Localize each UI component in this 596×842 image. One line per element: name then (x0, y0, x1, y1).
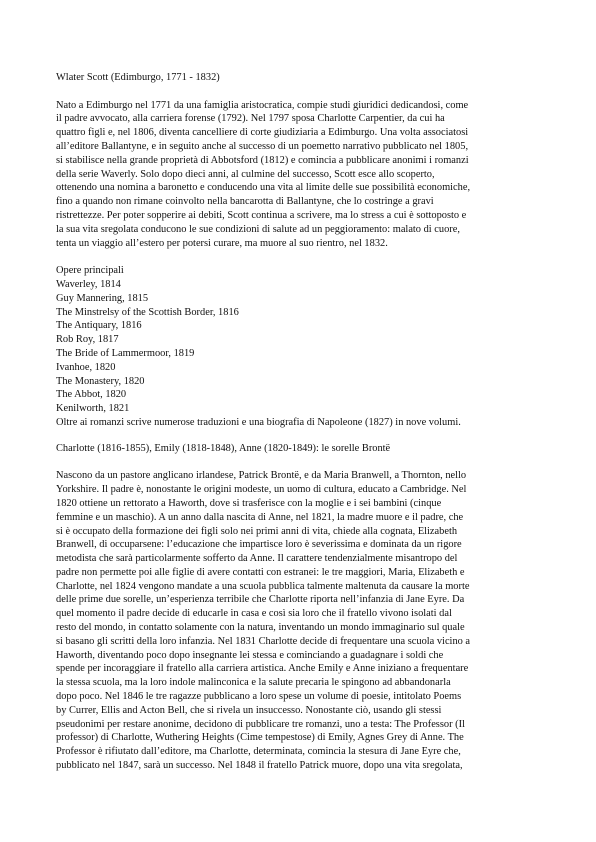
scott-bio-line: Nato a Edimburgo nel 1771 da una famiglia aristocratica, compie studi giuridici dedicandosi, come (56, 99, 469, 111)
scott-bio-line: all’editore Ballantyne, e in seguito anche al successo di un poemetto narrativo pubblicato nel 1805, (56, 140, 469, 152)
work-item: The Minstrelsy of the Scottish Border, 1816 (56, 306, 239, 318)
bronte-bio-line: professor) di Charlotte, Wuthering Heights (Cime tempestose) di Emily, Agnes Grey di Anne. The (56, 732, 464, 744)
bronte-bio-line: by Currer, Ellis and Acton Bell, che si rivela un insuccesso. Nonostante ciò, usando gli stessi (56, 704, 442, 716)
works-note: Oltre ai romanzi scrive numerose traduzioni e una biografia di Napoleone (1827) in nove volumi. (56, 416, 461, 428)
work-item: The Antiquary, 1816 (56, 320, 142, 332)
works-title: Opere principali (56, 265, 124, 277)
work-item: Rob Roy, 1817 (56, 334, 119, 346)
bronte-bio-line: pseudonimi per restare anonime, decidono di pubblicare tre romanzi, uno a testa: The Professor (Il (56, 718, 465, 730)
bronte-bio-line: Haworth, diventando poco dopo insegnante lei stessa e cominciando a guadagnare i soldi che (56, 649, 444, 661)
bronte-bio-line: padre non permette poi alle figlie di avere contatti con estranei: le tre maggiori, Maria, Elizabeth e (56, 566, 465, 578)
work-item: The Bride of Lammermoor, 1819 (56, 347, 195, 359)
scott-bio-line: quattro figli e, nel 1806, diventa cancelliere di corte giudiziaria a Edimburgo. Una volta associatosi (56, 127, 469, 139)
scott-heading: Wlater Scott (Edimburgo, 1771 - 1832) (56, 72, 220, 83)
scott-bio-line: si stabilisce nella grande proprietà di Abbotsford (1812) e comincia a pubblicare anonimi i romanzi (56, 154, 469, 166)
bronte-bio-line: Nascono da un pastore anglicano irlandese, Patrick Brontë, e da Maria Branwell, a Thornton, nello (56, 470, 467, 482)
work-item: The Abbot, 1820 (56, 389, 127, 401)
scott-bio-line: della serie Waverly. Solo dopo dieci anni, al culmine del successo, Scott esce allo scoperto, (56, 168, 435, 180)
bronte-heading: Charlotte (1816-1855), Emily (1818-1848), Anne (1820-1849): le sorelle Brontë (56, 442, 391, 454)
bronte-bio-line: si è occupato della formazione dei figli solo nei primi anni di vita, chiede alla cognata, Elizabeth (56, 525, 458, 537)
scott-bio-line: fino a quando non rimane coinvolto nella bancarotta di Ballantyne, che lo costringe a gravi (56, 196, 434, 208)
bronte-bio-line: quel momento il padre decide di educarle in casa e così sia loro che il fratello vivono isolati dal (56, 608, 452, 620)
bronte-bio-line: Professor è rifiutato dall’editore, ma Charlotte, determinata, comincia la stesura di Jane Eyre che, (56, 746, 461, 758)
scott-bio-line: tenta un viaggio all’estero per potersi curare, ma muore al suo rientro, nel 1832. (56, 237, 388, 249)
scott-bio-line: ottenendo una nomina a baronetto e conducendo una vita al limite delle sue possibilità economiche, (56, 182, 471, 194)
work-item: Guy Mannering, 1815 (56, 292, 149, 304)
work-item: Ivanhoe, 1820 (56, 361, 116, 373)
bronte-bio-line: si basano gli scritti della loro infanzia. Nel 1831 Charlotte decide di frequentare una scuola vicino a (56, 635, 471, 647)
scott-works-list (56, 264, 596, 430)
scott-biography (56, 99, 596, 251)
bronte-bio-line: Branwell, di occuparsene: l’educazione che impartisce loro è severissima e dominata da un rigore (56, 539, 462, 551)
work-item: Kenilworth, 1821 (56, 403, 130, 415)
bronte-bio-line: 1820 ottiene un rettorato a Haworth, dove si trasferisce con la moglie e i sei bambini (cinque (56, 497, 442, 509)
bronte-bio-line: la stessa scuola, ma la loro indole malinconica e la salute precaria le spingono ad abbandonarla (56, 677, 451, 689)
bronte-bio-line: metodista che sarà particolarmente sofferto da Anne. Il carattere tendenzialmente misantropo del (56, 553, 458, 565)
work-item: The Monastery, 1820 (56, 375, 145, 387)
work-item: Waverley, 1814 (56, 278, 121, 290)
scott-bio-line: la sua vita sregolata conducono le sue condizioni di salute ad un peggioramento: malato di cuore, (56, 223, 460, 235)
bronte-bio-line: Charlotte, nel 1824 vengono mandate a una scuola pubblica talmente maltenuta da causare la morte (56, 580, 470, 592)
bronte-bio-line: spende per incoraggiare il fratello alla carriera artistica. Anche Emily e Anne iniziano a frequentare (56, 663, 469, 675)
scott-bio-line: il padre avvocato, alla carriera forense (1792). Nel 1797 sposa Charlotte Carpentier, da cui ha (56, 113, 445, 125)
bronte-bio-line: delle prime due sorelle, un’esperienza terribile che Charlotte riporta nell’infanzia di Jane Eyre. Da (56, 594, 465, 606)
bronte-bio-line: Yorkshire. Il padre è, nonostante le origini modeste, un uomo di cultura, educato a Cambridge. Nel (56, 484, 467, 496)
bronte-bio-line: femmine e un maschio). A un anno dalla nascita di Anne, nel 1821, la madre muore e il padre, che (56, 511, 464, 523)
bronte-biography (56, 469, 596, 773)
bronte-bio-line: resto del mondo, in contatto solamente con la natura, inventando un mondo immaginario sul quale (56, 622, 465, 634)
bronte-bio-line: dopo poco. Nel 1846 le tre ragazze pubblicano a loro spese un volume di poesie, intitolato Poems (56, 691, 462, 703)
scott-bio-line: ristrettezze. Per poter sopperire ai debiti, Scott continua a scrivere, ma lo stress a cui è sottoposto e (56, 209, 467, 221)
bronte-bio-line: pubblicato nel 1847, sarà un successo. Nel 1848 il fratello Patrick muore, dopo una vita sregolata, (56, 760, 463, 772)
